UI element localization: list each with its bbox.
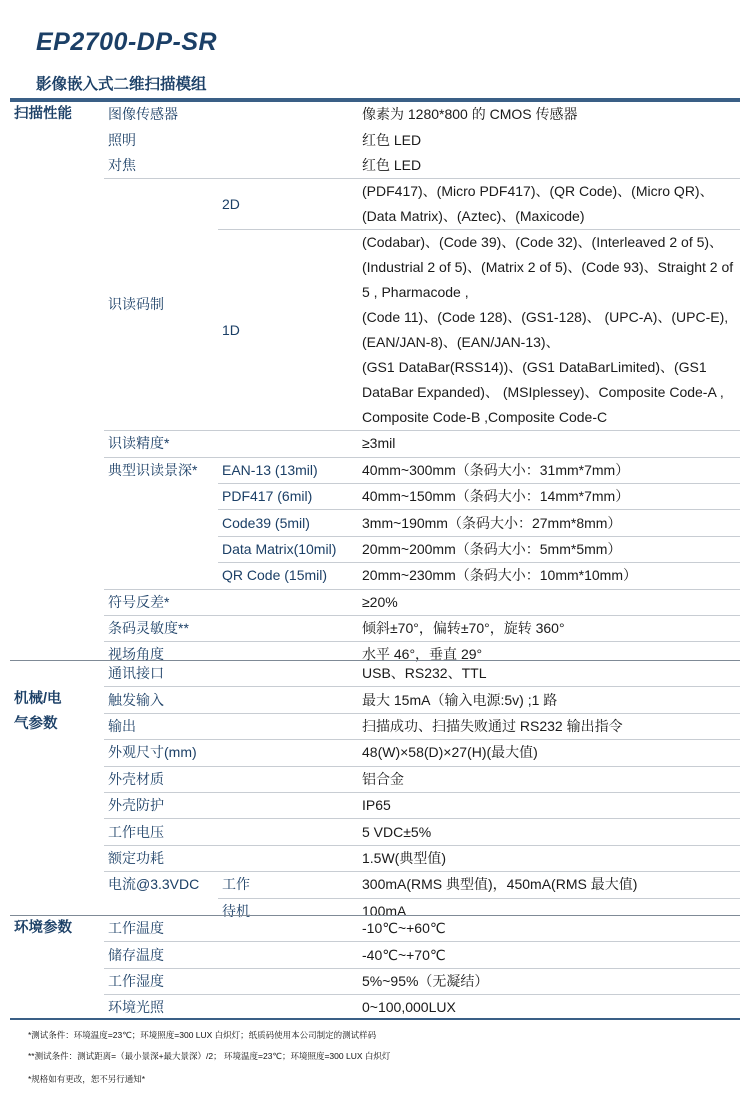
table-row bbox=[10, 153, 740, 179]
footnote: **测试条件：测试距离=（最小景深+最大景深）/2； 环境温度=23℃；环境照度=300 LUX 白炽灯 bbox=[28, 1051, 391, 1061]
row-sub-label: 待机 bbox=[218, 898, 358, 924]
row-label: 工作温度 bbox=[104, 916, 358, 942]
row-value: USB、RS232、TTL bbox=[358, 661, 740, 687]
row-label: 工作湿度 bbox=[104, 968, 358, 994]
table-row bbox=[10, 916, 740, 942]
row-value: 20mm~200mm（条码大小：5mm*5mm） bbox=[358, 536, 740, 562]
table-row bbox=[10, 792, 740, 818]
row-sub-label: 工作 bbox=[218, 872, 358, 898]
row-value: 水平 46°，垂直 29° bbox=[358, 642, 740, 668]
row-label: 外观尺寸(mm) bbox=[104, 740, 358, 766]
row-value: ≥3mil bbox=[358, 431, 740, 457]
table-row bbox=[10, 845, 740, 871]
row-label: 输出 bbox=[104, 713, 358, 739]
row-label: 通讯接口 bbox=[104, 661, 358, 687]
row-label: 符号反差* bbox=[104, 589, 358, 615]
spec-table bbox=[10, 102, 740, 668]
table-row bbox=[10, 713, 740, 739]
table-row bbox=[10, 872, 740, 898]
table-row bbox=[10, 589, 740, 615]
row-label: 识读码制 bbox=[104, 179, 218, 431]
row-sub-label: QR Code (15mil) bbox=[218, 563, 358, 589]
row-sub-label: Data Matrix(10mil) bbox=[218, 536, 358, 562]
row-sub-label: 1D bbox=[218, 230, 358, 431]
spec-table-mech bbox=[10, 660, 740, 924]
row-label: 图像传感器 bbox=[108, 106, 178, 123]
footer-divider bbox=[10, 1018, 740, 1020]
row-value: 红色 LED bbox=[362, 131, 422, 148]
row-value: 倾斜±70°，偏转±70°，旋转 360° bbox=[358, 615, 740, 641]
row-label: 对焦 bbox=[108, 156, 136, 173]
row-value: 40mm~300mm（条码大小：31mm*7mm） bbox=[358, 457, 740, 483]
footnote: *测试条件：环境温度=23℃；环境照度=300 LUX 白炽灯；纸质码使用本公司制定的测试样码 bbox=[28, 1030, 377, 1040]
row-label: 视场角度 bbox=[104, 642, 358, 668]
row-value: ≥20% bbox=[358, 589, 740, 615]
table-row bbox=[10, 615, 740, 641]
table-row bbox=[10, 968, 740, 994]
row-value: (PDF417)、(Micro PDF417)、(QR Code)、(Micro QR)、(Data Matrix)、(Aztec)、(Maxicode) bbox=[358, 179, 740, 230]
table-row bbox=[10, 661, 740, 687]
row-value: 像素为 1280*800 的 CMOS 传感器 bbox=[362, 106, 578, 123]
row-value: 铝合金 bbox=[358, 766, 740, 792]
page-title: EP2700-DP-SR bbox=[36, 28, 218, 56]
row-value: 300mA(RMS 典型值)，450mA(RMS 最大值) bbox=[358, 872, 740, 898]
row-label: 工作电压 bbox=[104, 819, 358, 845]
row-label: 识读精度* bbox=[104, 431, 358, 457]
table-row bbox=[10, 995, 740, 1021]
row-label: 外壳材质 bbox=[104, 766, 358, 792]
row-value: 3mm~190mm（条码大小：27mm*8mm） bbox=[358, 510, 740, 536]
spec-table-env bbox=[10, 915, 740, 1021]
row-sub-label: 2D bbox=[218, 179, 358, 230]
row-label: 照明 bbox=[108, 131, 136, 148]
table-row bbox=[10, 740, 740, 766]
row-value: 40mm~150mm（条码大小：14mm*7mm） bbox=[358, 483, 740, 509]
row-value: 1.5W(典型值) bbox=[358, 845, 740, 871]
row-value: 100mA bbox=[358, 898, 740, 924]
table-row bbox=[10, 766, 740, 792]
row-label: 储存温度 bbox=[104, 942, 358, 968]
category-env: 环境参数 bbox=[10, 916, 104, 1021]
row-value: 48(W)×58(D)×27(H)(最大值) bbox=[358, 740, 740, 766]
row-label: 外壳防护 bbox=[104, 792, 358, 818]
row-value: IP65 bbox=[358, 792, 740, 818]
row-value: -40℃~+70℃ bbox=[358, 942, 740, 968]
row-label: 额定功耗 bbox=[104, 845, 358, 871]
row-label: 典型识读景深* bbox=[104, 457, 218, 589]
row-label: 环境光照 bbox=[104, 995, 358, 1021]
row-value: (Codabar)、(Code 39)、(Code 32)、(Interleaved 2 of 5)、(Industrial 2 of 5)、(Matrix 2 of 5)、(Code 93)、Straight 2 of 5 , Pharmacode , (Code 11)、(Code 128)、(GS1-128)、 (UPC-A)、(UPC-E), (EAN/JAN-8)、(EAN/JAN-13)、 (GS1 DataBar(RSS14))、(GS1 DataBarLimited)、(GS1 DataBar Expanded)、 (MSIplessey)、Composite Code-A , Composite Code-B ,Composite Code-C bbox=[358, 230, 740, 431]
row-value: 20mm~230mm（条码大小：10mm*10mm） bbox=[358, 563, 740, 589]
category-mech: 机械/电 气参数 bbox=[10, 661, 104, 924]
table-row bbox=[10, 179, 740, 230]
table-row bbox=[10, 687, 740, 713]
page-subtitle: 影像嵌入式二维扫描模组 bbox=[36, 76, 207, 93]
row-sub-label: EAN-13 (13mil) bbox=[218, 457, 358, 483]
row-value: 扫描成功、扫描失败通过 RS232 输出指令 bbox=[358, 713, 740, 739]
table-row bbox=[10, 127, 740, 152]
row-label: 触发输入 bbox=[104, 687, 358, 713]
row-value: 0~100,000LUX bbox=[358, 995, 740, 1021]
row-sub-label: PDF417 (6mil) bbox=[218, 483, 358, 509]
row-value: -10℃~+60℃ bbox=[358, 916, 740, 942]
table-row bbox=[10, 942, 740, 968]
row-label: 条码灵敏度** bbox=[104, 615, 358, 641]
row-value: 红色 LED bbox=[362, 156, 422, 173]
table-row bbox=[10, 819, 740, 845]
table-row bbox=[10, 457, 740, 483]
table-row bbox=[10, 431, 740, 457]
category-scan: 扫描性能 bbox=[14, 106, 72, 122]
row-label: 电流@3.3VDC bbox=[104, 872, 218, 924]
row-value: 5%~95%（无凝结） bbox=[358, 968, 740, 994]
row-value: 最大 15mA（输入电源:5v) ;1 路 bbox=[358, 687, 740, 713]
footnote: *规格如有更改，恕不另行通知* bbox=[28, 1074, 146, 1084]
table-row bbox=[10, 102, 740, 127]
row-value: 5 VDC±5% bbox=[358, 819, 740, 845]
row-sub-label: Code39 (5mil) bbox=[218, 510, 358, 536]
